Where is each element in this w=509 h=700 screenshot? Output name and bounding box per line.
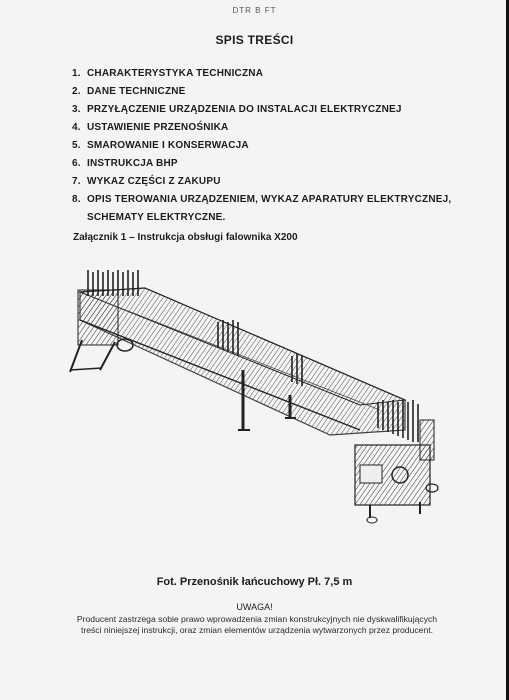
toc-item xyxy=(72,193,472,211)
header-mark: DTR B FT xyxy=(232,6,277,15)
warning-title: UWAGA! xyxy=(236,602,273,612)
toc-item xyxy=(72,85,472,103)
toc-item xyxy=(72,103,472,121)
toc-item-continuation: SCHEMATY ELEKTRYCZNE. xyxy=(87,212,226,223)
page-title: SPIS TREŚCI xyxy=(215,33,294,47)
chain-conveyor-illustration xyxy=(60,270,460,530)
warning-text: Producent zastrzega sobie prawo wprowadzenia zmian konstrukcyjnych nie dyskwalifikujących treści niniejszej instrukcji, oraz zmian elementów urządzenia wytwarzonych przez producent. xyxy=(76,614,438,635)
toc-item-label: OPIS TEROWANIA URZĄDZENIEM, WYKAZ APARATURY ELEKTRYCZNEJ, xyxy=(87,194,452,205)
toc-item xyxy=(72,67,472,85)
toc-item-label: DANE TECHNICZNE xyxy=(87,86,186,97)
toc-item-label: USTAWIENIE PRZENOŚNIKA xyxy=(87,122,229,133)
left-end-frame xyxy=(78,290,118,345)
annex-reference: Załącznik 1 – Instrukcja obsługi falownika X200 xyxy=(73,232,298,243)
toc-item-number: 3. xyxy=(72,104,81,115)
toc-item-label: CHARAKTERYSTYKA TECHNICZNA xyxy=(87,68,264,79)
toc-item-number: 2. xyxy=(72,86,81,97)
table-of-contents xyxy=(72,67,472,229)
toc-item xyxy=(72,139,472,157)
toc-item-label: INSTRUKCJA BHP xyxy=(87,158,178,169)
figure-caption: Fot. Przenośnik łańcuchowy Pł. 7,5 m xyxy=(156,576,353,588)
toc-item xyxy=(72,175,472,193)
toc-item-number: 1. xyxy=(72,68,81,79)
toc-item-label: PRZYŁĄCZENIE URZĄDZENIA DO INSTALACJI ELEKTRYCZNEJ xyxy=(87,104,402,115)
toc-item xyxy=(72,157,472,175)
toc-item-label: WYKAZ CZĘŚCI Z ZAKUPU xyxy=(87,176,221,187)
toc-item-number: 4. xyxy=(72,122,81,133)
toc-item-number: 6. xyxy=(72,158,81,169)
toc-item-number: 7. xyxy=(72,176,81,187)
toc-item-number: 8. xyxy=(72,194,81,205)
toc-item xyxy=(72,121,472,139)
toc-item-number: 5. xyxy=(72,140,81,151)
toc-item-label: SMAROWANIE I KONSERWACJA xyxy=(87,140,249,151)
